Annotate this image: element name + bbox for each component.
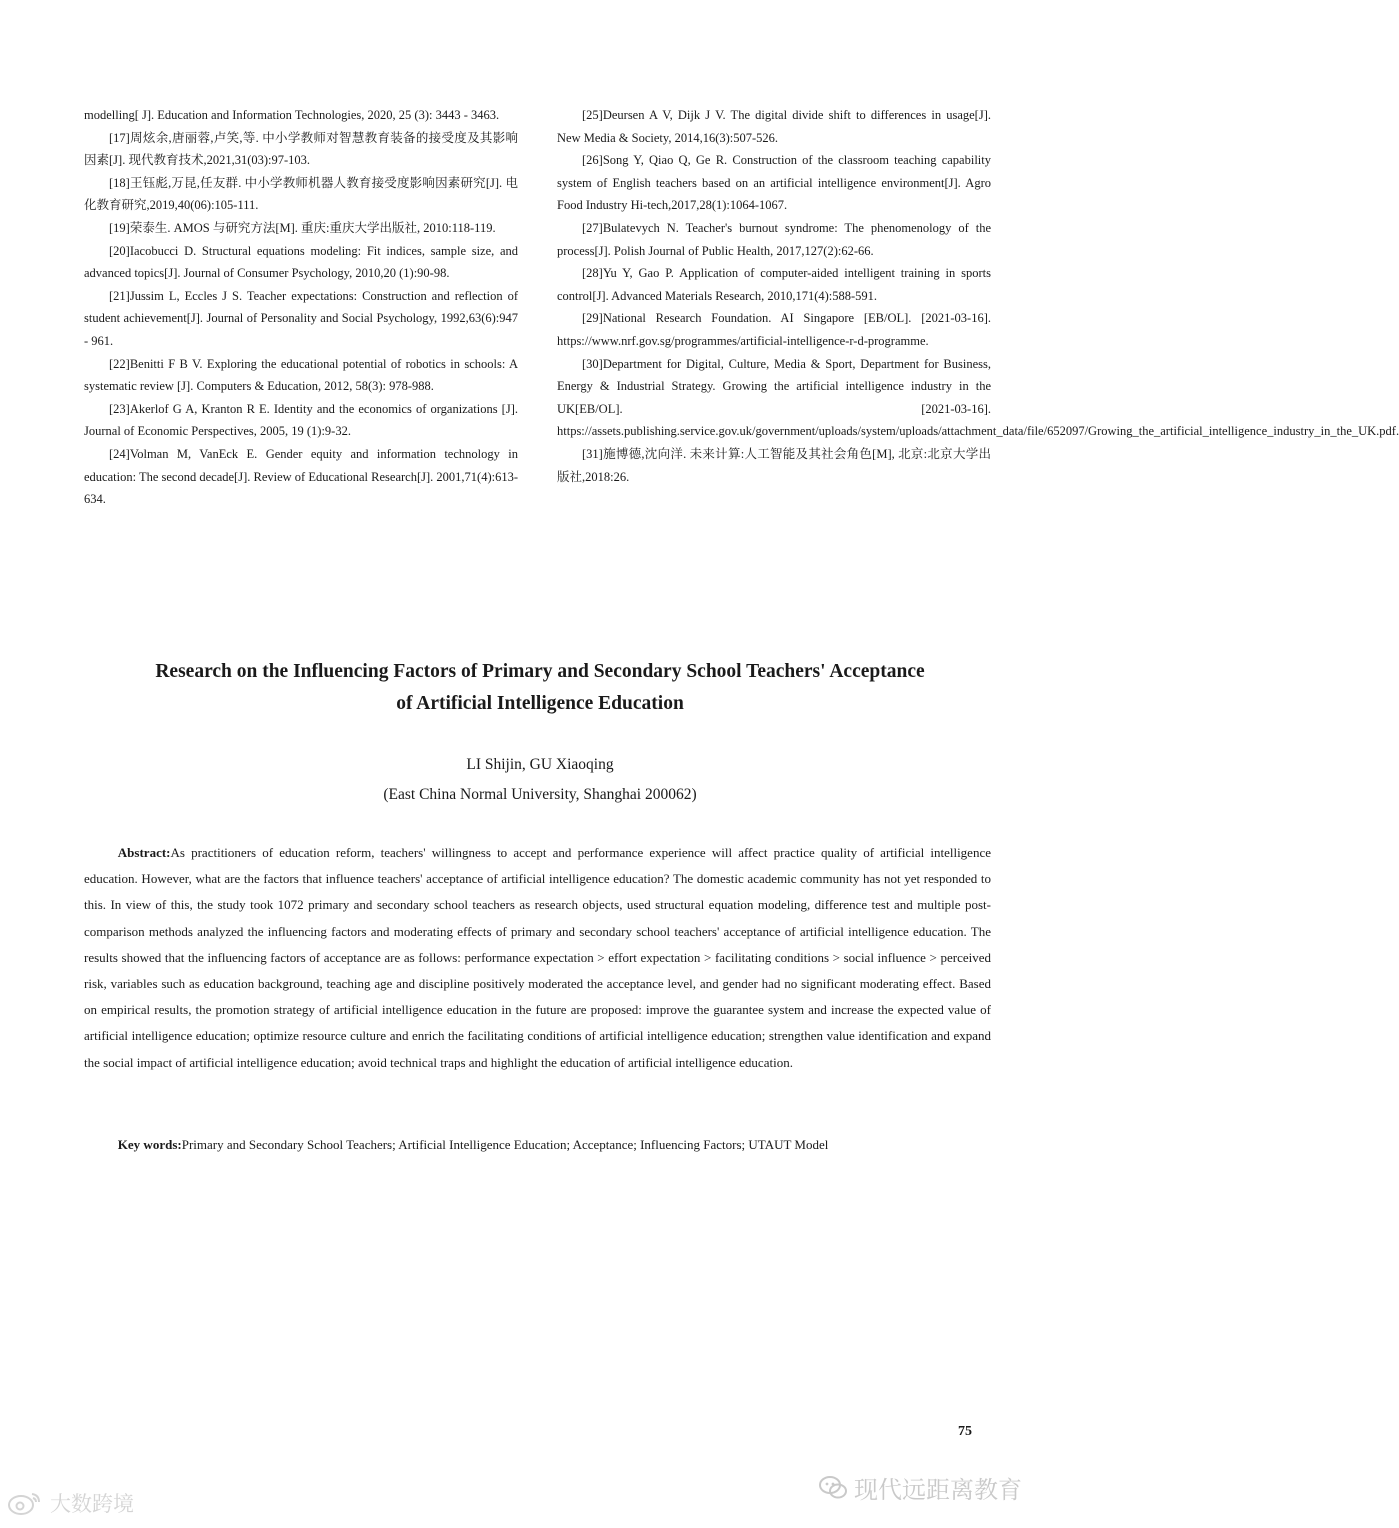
reference-entry: [22]Benitti F B V. Exploring the educational potential of robotics in schools: A systematic review [J]. Computers & Education, 2012, 58(3): 978-988. — [84, 356, 518, 394]
reference-entry: [19]荣泰生. AMOS 与研究方法[M]. 重庆:重庆大学出版社, 2010:118-119. — [109, 220, 496, 235]
paper-title-line: of Artificial Intelligence Education — [396, 693, 684, 714]
paper-title — [60, 656, 1020, 720]
keywords-text: Primary and Secondary School Teachers; Artificial Intelligence Education; Acceptance; Influencing Factors; UTAUT Model — [181, 1137, 829, 1152]
weibo-icon — [6, 1490, 44, 1516]
references-right-column — [557, 104, 1399, 488]
keywords — [84, 1132, 991, 1158]
reference-entry: [24]Volman M, VanEck E. Gender equity and information technology in education: The second decade[J]. Review of Educational Research[J]. 2001,71(4):613-634. — [84, 446, 518, 507]
watermark-weibo — [6, 1488, 134, 1518]
reference-entry: [20]Iacobucci D. Structural equations modeling: Fit indices, sample size, and advanced topics[J]. Journal of Consumer Psychology, 2010,20 (1):90-98. — [84, 243, 518, 281]
watermark-wechat — [818, 1470, 1022, 1505]
reference-entry: [23]Akerlof G A, Kranton R E. Identity and the economics of organizations [J]. Journal of Economic Perspectives, 2005, 19 (1):9-32. — [84, 401, 518, 439]
reference-entry: [31]施博德,沈向洋. 未来计算:人工智能及其社会角色[M], 北京:北京大学出版社,2018:26. — [557, 446, 991, 484]
reference-entry: [28]Yu Y, Gao P. Application of computer-aided intelligent training in sports control[J]. Advanced Materials Research, 2010,171(4):588-591. — [557, 266, 991, 303]
keywords-label: Key words: — [117, 1137, 182, 1152]
watermark-text: 大数跨境 — [50, 1492, 134, 1516]
authors: LI Shijin, GU Xiaoqing — [466, 756, 614, 773]
wechat-icon — [818, 1475, 848, 1501]
reference-entry: [26]Song Y, Qiao Q, Ge R. Construction of the classroom teaching capability system of English teachers based on an artificial intelligence environment[J]. Agro Food Industry Hi-tech,2017,28(1):1064-1067. — [557, 153, 991, 213]
abstract — [84, 840, 991, 1076]
reference-entry: [27]Bulatevych N. Teacher's burnout syndrome: The phenomenology of the process[J]. Polish Journal of Public Health, 2017,127(2):62-66. — [557, 220, 991, 258]
references-left-column — [84, 104, 518, 511]
reference-entry: modelling[ J]. Education and Information Technologies, 2020, 25 (3): 3443 - 3463. — [84, 108, 500, 122]
watermark-text: 现代远距离教育 — [854, 1476, 1022, 1504]
reference-entry: [30]Department for Digital, Culture, Media & Sport, Department for Business, Energy & Industrial Strategy. Growing the artificial intelligence industry in the UK[EB/OL]. [2021-03-16]. https://assets.publishing.service.gov.uk/government/uploads/system/uploads/attachment_data/file/652097/Growing_the_artificial_intelligence_industry_in_the_UK.pdf. — [557, 356, 1399, 439]
paper-title-line: Research on the Influencing Factors of Primary and Secondary School Teachers' Acceptance — [155, 661, 925, 682]
reference-entry: [25]Deursen A V, Dijk J V. The digital divide shift to differences in usage[J]. New Media & Society, 2014,16(3):507-526. — [557, 108, 991, 145]
reference-entry: [18]王钰彪,万昆,任友群. 中小学教师机器人教育接受度影响因素研究[J]. 电化教育研究,2019,40(06):105-111. — [84, 175, 518, 213]
reference-entry: [21]Jussim L, Eccles J S. Teacher expectations: Construction and reflection of student achievement[J]. Journal of Personality and Social Psychology, 1992,63(6):947 - 961. — [84, 288, 518, 348]
abstract-label: Abstract: — [117, 845, 171, 860]
abstract-text: As practitioners of education reform, teachers' willingness to accept and performance experience will affect practice quality of artificial intelligence education. However, what are the factors that influence teachers' acceptance of artificial intelligence education? The domestic academic community has not yet responded to this. In view of this, the study took 1072 primary and secondary school teachers as research objects, used structural equation modeling, difference test and multiple post-comparison methods analyzed the influencing factors and moderating effects of primary and secondary school teachers' acceptance of artificial intelligence education. The results showed that the influencing factors of acceptance are as follows: performance expectation > effort expectation > facilitating conditions > social influence > perceived risk, variables such as education background, teaching age and discipline positively moderated the acceptance level, and gender had no significant moderating effect. Based on empirical results, the promotion strategy of artificial intelligence education in the future are proposed: improve the guarantee system and increase the expected value of artificial intelligence education; optimize resource culture and enrich the facilitating conditions of artificial intelligence education; strengthen value identification and expand the social impact of artificial intelligence education; avoid technical traps and highlight the education of artificial intelligence education. — [84, 845, 991, 1070]
page-number: 75 — [958, 1424, 972, 1439]
affiliation: (East China Normal University, Shanghai 200062) — [383, 786, 697, 803]
reference-entry: [29]National Research Foundation. AI Singapore [EB/OL]. [2021-03-16]. https://www.nrf.gov.sg/programmes/artificial-intelligence-r-d-programme. — [557, 311, 991, 348]
reference-entry: [17]周炫余,唐丽蓉,卢笑,等. 中小学教师对智慧教育装备的接受度及其影响因素[J]. 现代教育技术,2021,31(03):97-103. — [84, 130, 518, 168]
